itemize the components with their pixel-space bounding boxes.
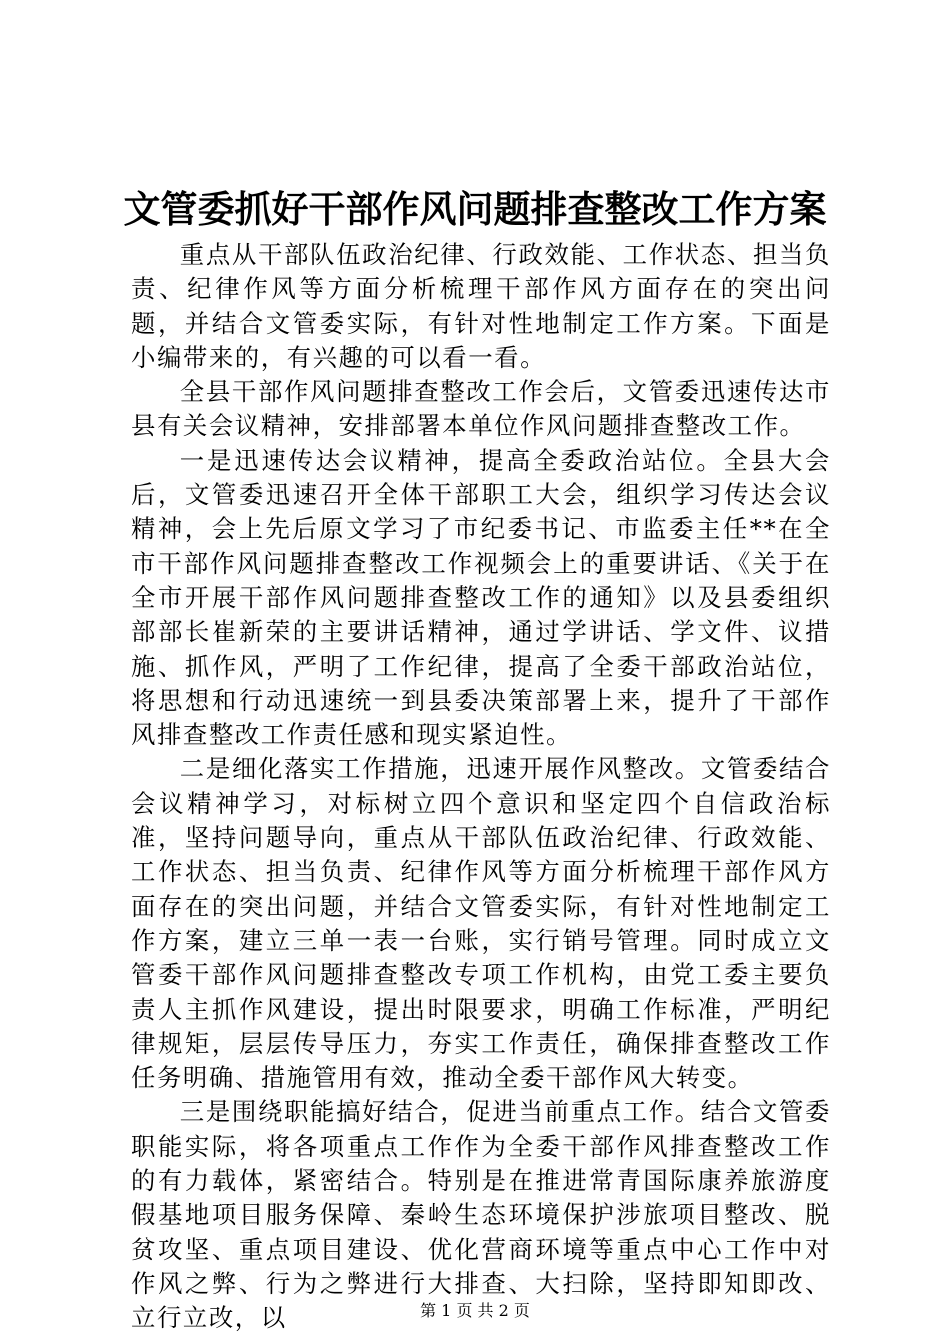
paragraph: 三是围绕职能搞好结合，促进当前重点工作。结合文管委职能实际，将各项重点工作作为全委干部作风排查整改工作的有力载体，紧密结合。特别是在推进常青国际康养旅游度假基地项目服务保障、秦岭生态环境保护涉旅项目整改、脱贫攻坚、重点项目建设、优化营商环境等重点中心工作中对作风之弊、行为之弊进行大排查、大扫除，坚持即知即改、立行立改，以 bbox=[131, 1097, 831, 1333]
paragraph: 一是迅速传达会议精神，提高全委政治站位。全县大会后，文管委迅速召开全体干部职工大会，组织学习传达会议精神，会上先后原文学习了市纪委书记、市监委主任**在全市干部作风问题排查整改工作视频会上的重要讲话、《关于在全市开展干部作风问题排查整改工作的通知》以及县委组织部部长崔新荣的主要讲话精神，通过学讲话、学文件、议措施、抓作风，严明了工作纪律，提高了全委干部政治站位，将思想和行动迅速统一到县委决策部署上来，提升了干部作风排查整改工作责任感和现实紧迫性。 bbox=[131, 445, 831, 750]
page-footer: 第 1 页 共 2 页 bbox=[420, 1301, 530, 1320]
paragraph: 全县干部作风问题排查整改工作会后，文管委迅速传达市县有关会议精神，安排部署本单位作风问题排查整改工作。 bbox=[131, 377, 831, 441]
document-body bbox=[131, 238, 831, 1336]
document-title: 文管委抓好干部作风问题排查整改工作方案 bbox=[123, 187, 827, 231]
paragraph: 二是细化落实工作措施，迅速开展作风整改。文管委结合会议精神学习，对标树立四个意识和坚定四个自信政治标准，坚持问题导向，重点从干部队伍政治纪律、行政效能、工作状态、担当负责、纪律作风等方面分析梳理干部作风方面存在的突出问题，并结合文管委实际，有针对性地制定工作方案，建立三单一表一台账，实行销号管理。同时成立文管委干部作风问题排查整改专项工作机构，由党工委主要负责人主抓作风建设，提出时限要求，明确工作标准，严明纪律规矩，层层传导压力，夯实工作责任，确保排查整改工作任务明确、措施管用有效，推动全委干部作风大转变。 bbox=[131, 754, 831, 1093]
paragraph: 重点从干部队伍政治纪律、行政效能、工作状态、担当负责、纪律作风等方面分析梳理干部作风方面存在的突出问题，并结合文管委实际，有针对性地制定工作方案。下面是小编带来的，有兴趣的可以看一看。 bbox=[131, 240, 831, 372]
